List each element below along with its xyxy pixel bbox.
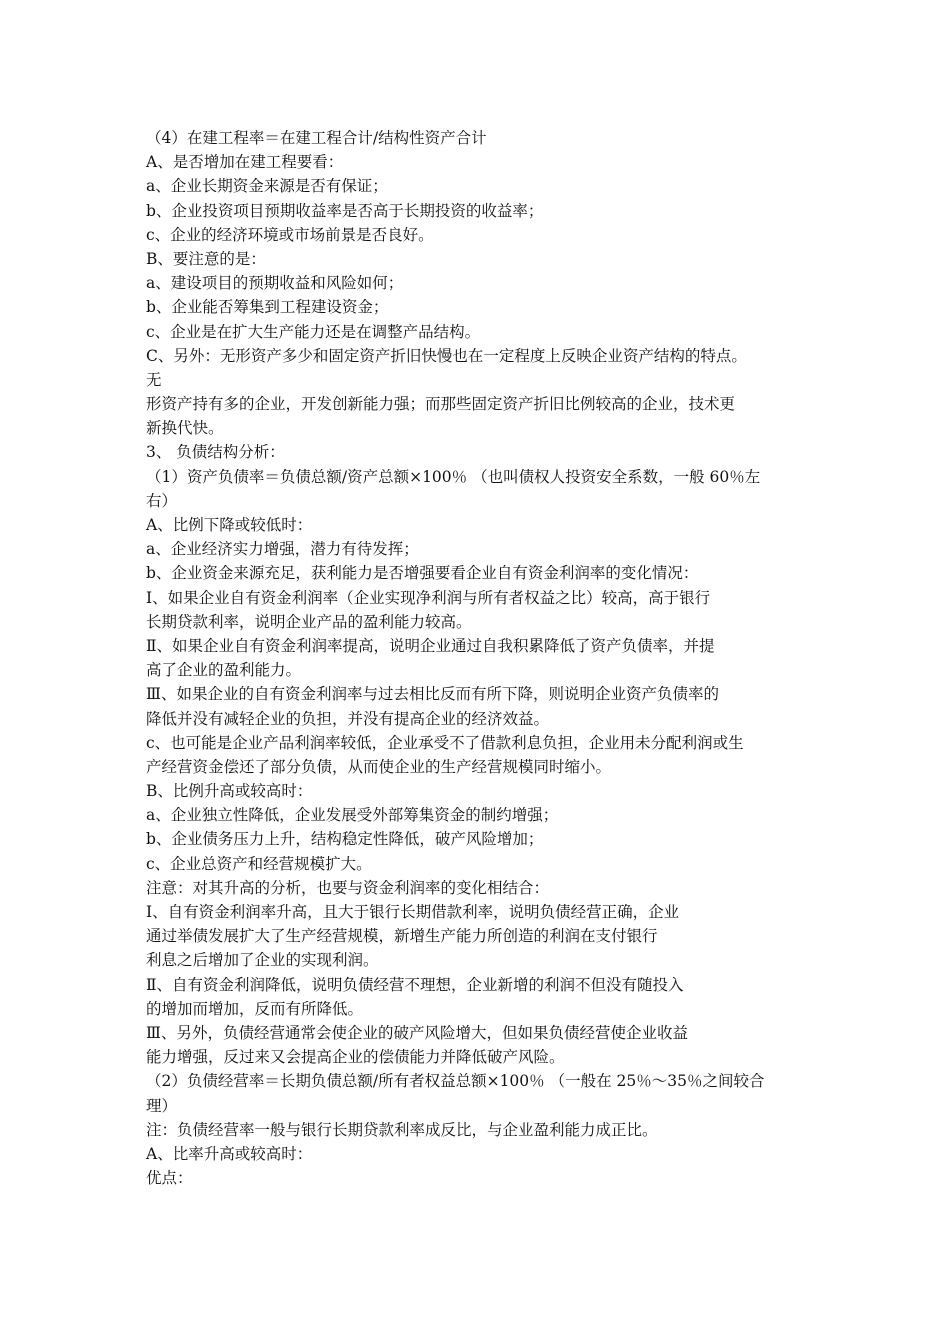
text-line: 理）	[146, 1096, 178, 1115]
text-line: 利息之后增加了企业的实现利润。	[146, 951, 379, 970]
text-line: 新换代快。	[146, 419, 224, 438]
text-line: 形资产持有多的企业，开发创新能力强；而那些固定资产折旧比例较高的企业，技术更	[146, 395, 736, 414]
text-line: Ⅲ、另外，负债经营通常会使企业的破产风险增大，但如果负债经营使企业收益	[146, 1023, 688, 1042]
text-line: 产经营资金偿还了部分负债，从而使企业的生产经营规模同时缩小。	[146, 757, 612, 776]
text-line: b、企业资金来源充足，获利能力是否增强要看企业自有资金利润率的变化情况：	[146, 564, 699, 583]
text-line: 注：负债经营率一般与银行长期贷款利率成反比，与企业盈利能力成正比。	[146, 1120, 658, 1139]
text-line: c、企业是在扩大生产能力还是在调整产品结构。	[146, 322, 481, 341]
text-line: a、企业经济实力增强，潜力有待发挥；	[146, 540, 419, 559]
text-line: b、企业能否筹集到工程建设资金；	[146, 298, 389, 317]
text-line: A、比率升高或较高时：	[146, 1144, 313, 1163]
text-line: Ⅱ、自有资金利润降低，说明负债经营不理想，企业新增的利润不但没有随投入	[146, 975, 684, 994]
text-line: Ⅰ、自有资金利润率升高，且大于银行长期借款利率，说明负债经营正确，企业	[146, 903, 680, 921]
text-line: 注意：对其升高的分析，也要与资金利润率的变化相结合：	[146, 878, 550, 897]
text-line: a、建设项目的预期收益和风险如何；	[146, 274, 404, 293]
text-line: C、另外：无形资产多少和固定资产折旧快慢也在一定程度上反映企业资产结构的特点。	[146, 346, 747, 365]
document-body	[146, 126, 826, 1190]
text-line: 通过举债发展扩大了生产经营规模，新增生产能力所创造的利润在支付银行	[146, 927, 658, 946]
text-line: （1）资产负债率＝负债总额/资产总额×100％ （也叫债权人投资安全系数，一般 60％左	[146, 467, 761, 486]
text-line: （2）负债经营率＝长期负债总额/所有者权益总额×100％ （一般在 25％～35％之间较合	[146, 1072, 765, 1091]
text-line: A、比例下降或较低时：	[146, 516, 313, 534]
text-line: Ⅱ、如果企业自有资金利润率提高，说明企业通过自我积累降低了资产负债率，并提	[146, 636, 715, 655]
text-line: B、要注意的是：	[146, 249, 266, 268]
text-line: Ⅰ、如果企业自有资金利润率（企业实现净利润与所有者权益之比）较高，高于银行	[146, 588, 711, 607]
text-line: 长期贷款利率，说明企业产品的盈利能力较高。	[146, 612, 472, 631]
text-line: B、比例升高或较高时：	[146, 782, 313, 801]
text-line: a、企业长期资金来源是否有保证；	[146, 177, 388, 196]
text-line: 降低并没有减轻企业的负担，并没有提高企业的经济效益。	[146, 709, 550, 728]
text-line: b、企业债务压力上升，结构稳定性降低，破产风险增加；	[146, 830, 544, 849]
text-line: 无	[146, 370, 162, 389]
text-line: 能力增强，反过来又会提高企业的偿债能力并降低破产风险。	[146, 1048, 565, 1067]
text-line: A、是否增加在建工程要看：	[146, 153, 344, 172]
text-line: 右）	[146, 491, 178, 510]
text-line: Ⅲ、如果企业的自有资金利润率与过去相比反而有所下降，则说明企业资产负债率的	[146, 685, 719, 704]
heading-construction-rate: （4）在建工程率＝在建工程合计/结构性资产合计	[146, 129, 487, 147]
text-line: c、也可能是企业产品利润率较低，企业承受不了借款利息负担，企业用未分配利润或生	[146, 733, 744, 752]
text-line: c、企业总资产和经营规模扩大。	[146, 854, 372, 873]
text-line: 高了企业的盈利能力。	[146, 661, 302, 680]
heading-debt-structure: 3、 负债结构分析：	[146, 443, 285, 462]
text-line: 的增加而增加，反而有所降低。	[146, 999, 364, 1018]
text-line: b、企业投资项目预期收益率是否高于长期投资的收益率；	[146, 201, 544, 220]
text-line: 优点：	[146, 1169, 193, 1188]
text-line: a、企业独立性降低，企业发展受外部筹集资金的制约增强；	[146, 806, 559, 825]
text-line: c、企业的经济环境或市场前景是否良好。	[146, 225, 434, 244]
